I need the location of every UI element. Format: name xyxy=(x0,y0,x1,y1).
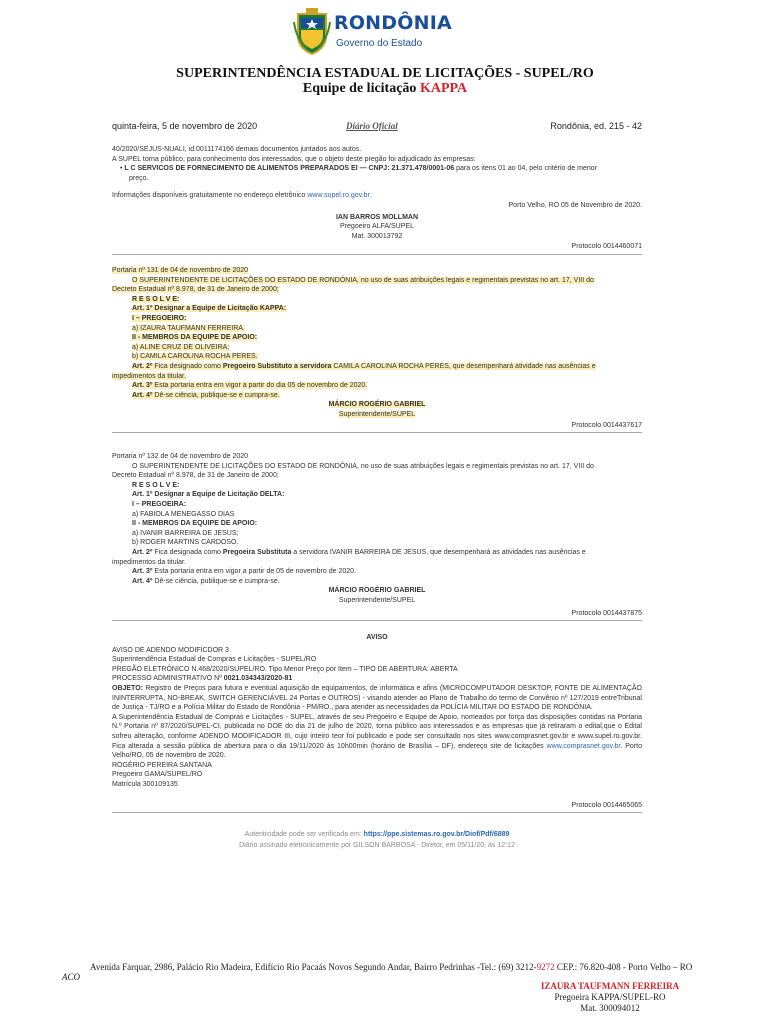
article-1: Art. 1º Designar a Equipe de Licitação KAPPA: xyxy=(132,305,287,313)
object-paragraph xyxy=(112,684,642,713)
signer-mat: Mat. 300094012 xyxy=(580,1003,640,1013)
page-subtitle xyxy=(0,81,770,97)
text-line: O SUPERINTENDENTE DE LICITAÇÕES DO ESTADO DE RONDÔNIA, no uso de suas atribuições legais e regimentais previstas no art. 17, VIII do xyxy=(132,276,594,284)
text-line: preço. xyxy=(129,174,149,182)
section-aviso xyxy=(112,633,642,815)
article-label: Art. 2º xyxy=(132,362,153,370)
signer-role: Pregoeira KAPPA/SUPEL-RO xyxy=(554,992,666,1002)
company-name: L C SERVICOS DE FORNECIMENTO DE ALIMENTOS PREPARADOS EI — CNPJ: 21.371.478/0001-06 xyxy=(124,165,455,173)
text-fragment: Registro de Preços para futura e eventual aquisição de equipamentos, de informática e afins (MICROCOMPUTADOR DESKTOP, FONTE DE ALIMENTAÇÃO ININTERRUPTA, NO-BREAK, SWITCH GERENCIÁVEL 24 Portas e OUTROS) - visando atender ao Plano de Trabalho do termo de Convênio nº 127/2019 entreTribunal de Justiça - TJ/RO e a Polícia Militar do Estado de Rondônia - PM/RO., para atender as necessidades da POLÍCIA MILITAR DO ESTADO DE RONDÔNIA. xyxy=(112,684,642,712)
text-line: b) CAMILA CAROLINA ROCHA PERES. xyxy=(132,353,258,361)
text-line: b) ROGER MARTINS CARDOSO. xyxy=(132,539,239,547)
article-4 xyxy=(112,391,642,401)
signer-name: MÁRCIO ROGÉRIO GABRIEL xyxy=(328,587,426,595)
signer-name: IAN BARROS MOLLMAN xyxy=(335,213,419,221)
text-fragment: CAMILA CAROLINA ROCHA PERES, que desempenhará atividade nas ausências e xyxy=(331,362,596,370)
state-logo xyxy=(292,8,452,56)
verification-line xyxy=(112,829,642,840)
signer-name: MÁRCIO ROGÉRIO GABRIEL xyxy=(328,401,426,409)
section-adjudication xyxy=(112,145,642,257)
text-fragment: Dê-se ciência, publique-se e cumpra-se. xyxy=(152,577,280,585)
divider xyxy=(112,432,642,433)
article-2 xyxy=(112,362,642,372)
protocol-number: Protocolo 0014437617 xyxy=(571,421,642,429)
text-line xyxy=(112,191,642,201)
phone-extension: 9272 xyxy=(536,962,555,972)
text-line: II - MEMBROS DA EQUIPE DE APOIO: xyxy=(132,334,258,342)
team-name: KAPPA xyxy=(419,81,468,96)
logo-name: RONDÔNIA xyxy=(334,12,452,34)
signer-role: Superintendente/SUPEL xyxy=(338,410,416,418)
text-line: impedimentos da titular. xyxy=(112,372,186,380)
footer-address xyxy=(90,962,715,972)
text-line: Decreto Estadual nº 8.978, de 31 de Janeiro de 2000; xyxy=(112,472,279,480)
section-heading: AVISO xyxy=(366,634,388,641)
text-line: impedimentos da titular. xyxy=(112,558,186,566)
text-line xyxy=(112,674,642,684)
state-crest-icon xyxy=(292,8,332,56)
text-line: Decreto Estadual nº 8.978, de 31 de Janeiro de 2000; xyxy=(112,286,279,294)
text-fragment: Pregoeiro Substituto a servidora xyxy=(222,362,332,370)
section-portaria-131 xyxy=(112,266,642,435)
signer-role: Pregoeiro ALFA/SUPEL xyxy=(340,223,414,231)
article-3 xyxy=(112,567,642,577)
protocol-number: Protocolo 0014465065 xyxy=(571,801,642,809)
signed-by-line: Diário assinado eletronicamente por GILSON BARBOSA - Diretor, em 05/11/20, às 12:12 xyxy=(239,842,515,849)
text-fragment: para os itens 01 ao 04, pelo critério de menor xyxy=(454,165,597,173)
footer-signature xyxy=(480,981,740,1014)
text-line: A SUPEL torna público, para conhecimento dos interessados, que o objeto deste pregão foi adjudicado às empresas: xyxy=(112,155,476,163)
body-paragraph xyxy=(112,713,642,761)
supel-link[interactable]: www.supel.ro.gov.br. xyxy=(307,192,372,200)
text-line: a) IZAURA TAUFMANN FERREIRA. xyxy=(132,324,245,332)
text-line: O SUPERINTENDENTE DE LICITAÇÕES DO ESTADO DE RONDÔNIA, no uso de suas atribuições legais e regimentais previstas no art. 17, VIII do xyxy=(132,462,594,470)
text-fragment: Esta portaria entra em vigor a partir do dia 05 de novembro de 2020. xyxy=(152,382,368,390)
divider xyxy=(112,254,642,255)
list-item: • L C SERVICOS DE FORNECIMENTO DE ALIMENTOS PREPARADOS EI — CNPJ: 21.371.478/0001-06 para os itens 01 ao 04, pelo critério de menor xyxy=(120,165,597,173)
text-fragment: Dê-se ciência, publique-se e cumpra-se. xyxy=(152,391,280,399)
text-line: I – PREGOEIRO: xyxy=(132,314,187,322)
text-line: a) IVANIR BARREIRA DE JESUS; xyxy=(132,529,239,537)
text-fragment: Fica designado como xyxy=(152,362,223,370)
text-fragment: a servidora IVANIR BARREIRA DE JESUS, que desempenhará as atividades nas ausências e xyxy=(291,548,586,556)
footer-aco: ACO xyxy=(62,972,80,982)
verification-link[interactable]: https://ppe.sistemas.ro.gov.br/Diof/Pdf/6889 xyxy=(363,831,510,838)
divider xyxy=(112,812,642,813)
article-4 xyxy=(112,577,642,587)
article-2 xyxy=(112,548,642,558)
subtitle-prefix: Equipe de licitação xyxy=(302,81,420,96)
text-line: a) FABIOLA MENEGASSO DIAS xyxy=(132,510,235,518)
text-fragment: Fica designada como xyxy=(152,548,223,556)
text-fragment: Pregoeira Substituta xyxy=(222,548,292,556)
journal-name: Diário Oficial xyxy=(346,121,398,131)
article-label: Art. 2º xyxy=(132,548,153,556)
verification-block xyxy=(112,829,642,851)
text-line: II - MEMBROS DA EQUIPE DE APOIO: xyxy=(132,520,258,528)
resolve: R E S O L V E: xyxy=(132,481,180,489)
text-fragment: PROCESSO ADMINISTRATIVO Nº xyxy=(112,675,224,683)
text-fragment: Avenida Farquar, 2986, Palácio Rio Madeira, Edifício Rio Pacaás Novos Segundo Andar, Bairro Pedrinhas -Tel.: (69) 3212- xyxy=(90,962,537,972)
place-date: Porto Velho, RO 05 de Novembro de 2020. xyxy=(508,201,642,209)
comprasnet-link[interactable]: www.comprasnet.gov.br xyxy=(546,742,621,750)
article-1: Art. 1º Designar a Equipe de Licitação DELTA: xyxy=(132,491,285,499)
article-label: Art. 4º xyxy=(132,391,153,399)
resolve: R E S O L V E: xyxy=(132,295,180,303)
page-title: SUPERINTENDÊNCIA ESTADUAL DE LICITAÇÕES - SUPEL/RO xyxy=(176,66,594,81)
article-label: Art. 3º xyxy=(132,568,153,576)
text-line: PREGÃO ELETRÔNICO N.468/2020/SUPEL/RO. Tipo Menor Preço por Item – TIPO DE ABERTURA: ABERTA xyxy=(112,665,458,673)
doc-date: quinta-feira, 5 de novembro de 2020 xyxy=(112,121,258,131)
text-line: I – PREGOEIRA: xyxy=(132,500,187,508)
signer-name: ROGÉRIO PEREIRA SANTANA xyxy=(112,761,212,769)
process-number: 0021.034343/2020-81 xyxy=(223,675,293,683)
logo-subtitle: Governo do Estado xyxy=(336,38,423,49)
text-line: a) ALINE CRUZ DE OLIVEIRA; xyxy=(132,343,230,351)
divider xyxy=(112,620,642,621)
doc-edition: Rondônia, ed. 215 - 42 xyxy=(550,121,642,131)
article-3 xyxy=(112,381,642,391)
signer-name: IZAURA TAUFMANN FERREIRA xyxy=(540,981,680,991)
article-label: Art. 3º xyxy=(132,382,153,390)
signer-role: Pregoeiro GAMA/SUPEL/RO xyxy=(112,771,203,779)
text-line: Superintendência Estadual de Compras e Licitações - SUPEL/RO xyxy=(112,656,317,664)
object-label: OBJETO: xyxy=(112,684,143,692)
text-fragment: A Superintendência Estadual de Compras e Licitações - SUPEL, através de seu Pregoeiro e Equipe de Apoio, nomeados por força das disposições contidas na Portaria N.º Portaria nº 87/2020/SUPEL-CI, publicada no DOE do dia 21 de julho de 2020, torna público aos interessados e as empresas que já retiraram o edital,que o Edital sofreu alteração, conforme ADENDO MODIFICADOR III, cujo inteiro teor foi publicado e pode ser consultado nos sites www.comprasnet.gov.br e www.supel.ro.gov.br. Fica alterada a sessão pública de abertura para o dia 19/11/2020 às 10h00min (horário de Brasília – DF), endereço site de licitações xyxy=(112,713,642,750)
portaria-title: Portaria nº 131 de 04 de novembro de 2020 xyxy=(112,267,249,274)
protocol-number: Protocolo 0014460071 xyxy=(571,243,642,251)
text-fragment: Autenticidade pode ser verificada em: xyxy=(244,831,364,838)
text-fragment: . Porto Velho/RO, 05 de novembro de 2020. xyxy=(112,742,642,760)
text-fragment: CEP.: 76.820-408 - Porto Velho – RO xyxy=(554,962,693,972)
text-line: AVISO DE ADENDO MODIFICDOR 3 xyxy=(112,646,229,654)
section-portaria-132 xyxy=(112,452,642,623)
signer-role: Superintendente/SUPEL xyxy=(338,596,416,604)
text-fragment: Esta portaria entra em vigor a partir de 05 de novembro de 2020. xyxy=(152,568,356,576)
portaria-title: Portaria nº 132 de 04 de novembro de 2020 xyxy=(112,453,249,460)
signer-mat: Mat. 300013792 xyxy=(351,232,403,240)
text-line: 40/2020/SEJUS-NUALI, id.0011174166 demais documentos juntados aos autos. xyxy=(112,146,362,153)
protocol-number: Protocolo 0014437875 xyxy=(571,609,642,617)
article-label: Art. 4º xyxy=(132,577,153,585)
signer-mat: Matrícula 300109135 xyxy=(112,780,178,788)
text-fragment: Informações disponíveis gratuitamente no endereço eletrônico xyxy=(112,192,308,200)
